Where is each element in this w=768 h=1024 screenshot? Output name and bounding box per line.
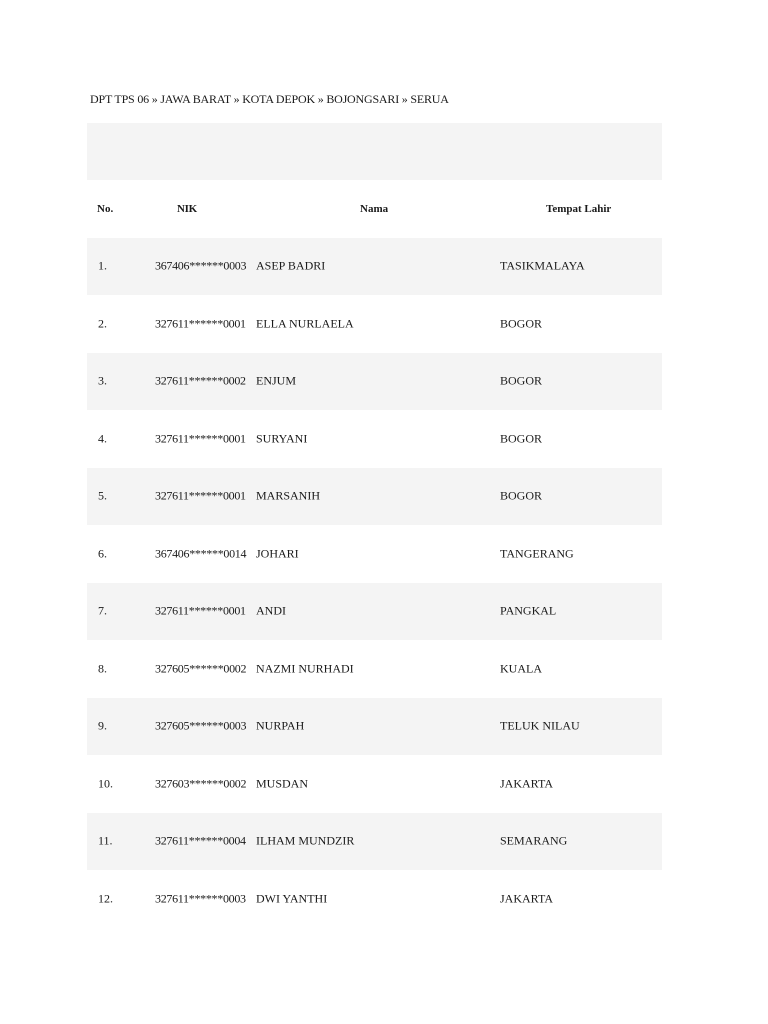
table-banner	[87, 123, 662, 180]
cell-nik: 367406******0003	[155, 258, 247, 273]
cell-nik: 327605******0002	[155, 661, 247, 676]
table-row	[87, 525, 662, 583]
table-row	[87, 698, 662, 756]
cell-tempat-lahir: BOGOR	[500, 373, 543, 388]
cell-tempat-lahir: BOGOR	[500, 431, 543, 446]
cell-nama: ILHAM MUNDZIR	[256, 833, 355, 848]
cell-no: 8.	[98, 661, 107, 676]
table-row	[87, 238, 662, 296]
cell-nik: 327603******0002	[155, 776, 247, 791]
cell-no: 1.	[98, 258, 107, 273]
cell-nama: JOHARI	[256, 546, 299, 561]
table-row	[87, 583, 662, 641]
cell-no: 3.	[98, 373, 107, 388]
table-row	[87, 468, 662, 526]
cell-nik: 327611******0004	[155, 833, 246, 848]
table-row	[87, 410, 662, 468]
table-row	[87, 813, 662, 871]
voter-table	[87, 123, 662, 928]
header-nik: NIK	[177, 202, 197, 215]
cell-no: 4.	[98, 431, 107, 446]
header-no: No.	[97, 202, 114, 215]
cell-nik: 327605******0003	[155, 718, 247, 733]
cell-tempat-lahir: KUALA	[500, 661, 542, 676]
table-row	[87, 640, 662, 698]
cell-nik: 327611******0003	[155, 891, 246, 906]
cell-nama: ASEP BADRI	[256, 258, 326, 273]
cell-no: 2.	[98, 316, 107, 331]
table-row	[87, 870, 662, 928]
cell-nik: 367406******0014	[155, 546, 247, 561]
header-tempat-lahir: Tempat Lahir	[546, 202, 612, 215]
cell-no: 11.	[98, 833, 113, 848]
cell-nama: NURPAH	[256, 718, 305, 733]
cell-tempat-lahir: SEMARANG	[500, 833, 568, 848]
table-header-row	[87, 180, 662, 238]
cell-nama: ANDI	[256, 603, 286, 618]
cell-tempat-lahir: TELUK NILAU	[500, 718, 580, 733]
table-row	[87, 755, 662, 813]
cell-nik: 327611******0002	[155, 373, 246, 388]
table-row	[87, 295, 662, 353]
cell-tempat-lahir: TANGERANG	[500, 546, 574, 561]
cell-no: 5.	[98, 488, 107, 503]
cell-nama: MARSANIH	[256, 488, 321, 503]
cell-nama: NAZMI NURHADI	[256, 661, 354, 676]
cell-no: 6.	[98, 546, 107, 561]
cell-no: 12.	[98, 891, 113, 906]
cell-nama: ELLA NURLAELA	[256, 316, 354, 331]
cell-tempat-lahir: PANGKAL	[500, 603, 557, 618]
breadcrumb: DPT TPS 06 » JAWA BARAT » KOTA DEPOK » BOJONGSARI » SERUA	[90, 92, 449, 106]
cell-tempat-lahir: BOGOR	[500, 488, 543, 503]
cell-nik: 327611******0001	[155, 488, 246, 503]
cell-no: 10.	[98, 776, 113, 791]
cell-tempat-lahir: JAKARTA	[500, 891, 553, 906]
cell-nik: 327611******0001	[155, 431, 246, 446]
table-row	[87, 353, 662, 411]
cell-nama: ENJUM	[256, 373, 297, 388]
cell-nama: SURYANI	[256, 431, 308, 446]
cell-tempat-lahir: BOGOR	[500, 316, 543, 331]
header-nama: Nama	[360, 202, 389, 215]
cell-tempat-lahir: TASIKMALAYA	[500, 258, 585, 273]
cell-nik: 327611******0001	[155, 316, 246, 331]
cell-nama: MUSDAN	[256, 776, 309, 791]
cell-no: 9.	[98, 718, 107, 733]
cell-nik: 327611******0001	[155, 603, 246, 618]
cell-nama: DWI YANTHI	[256, 891, 328, 906]
cell-no: 7.	[98, 603, 107, 618]
cell-tempat-lahir: JAKARTA	[500, 776, 553, 791]
